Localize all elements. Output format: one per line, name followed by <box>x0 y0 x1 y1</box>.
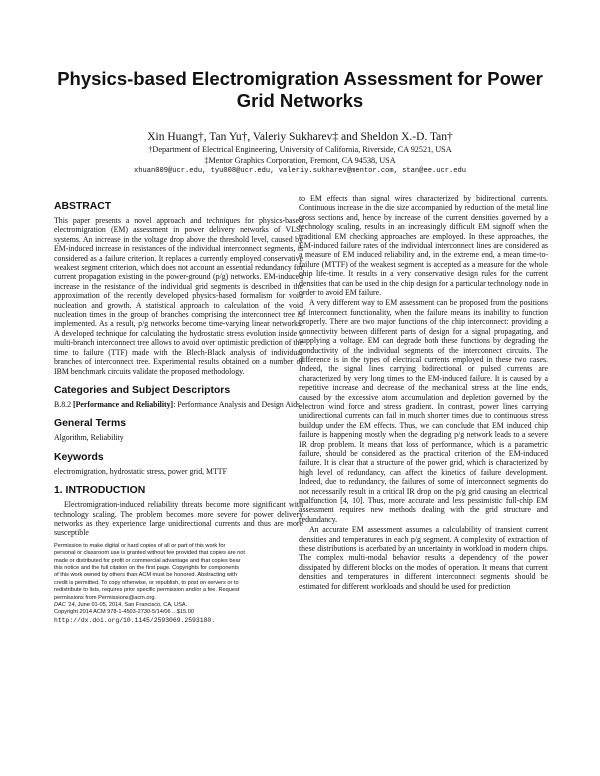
affiliation-mentor: ‡Mentor Graphics Corporation, Fremont, CA 94538, USA <box>204 155 396 165</box>
left-column <box>54 200 303 624</box>
category-bracket: [Performance and Reliability] <box>72 399 174 409</box>
abstract-text: This paper presents a novel approach and techniques for physics-based electromigration (EM) assessment in power delivery networks of VLSI systems. An increase in the voltage drop above the threshold level, caused by EM-induced increase in resistances of the individual interconnect segments, is considered as a failure criterion. It replaces a currently employed conservative weakest segment criterion, which does not account an essential redundancy for current propagation existing in the power-ground (p/g) networks. EM-induced increase in the resistance of the individual grid segments is described in the approximation of the recently developed physics-based formalism for void nucleation and growth. A statistical approach to calculation of the void nucleation times in the group of branches comprising the interconnect tree is implemented. As a result, p/g networks become time-varying linear networks. A developed technique for calculating the hydrostatic stress evolution inside a multi-branch interconnect tree allows to avoid over optimistic prediction of the time to failure (TTF) made with the Blech-Black analysis of individual branches of interconnect tree. Experimental results obtained on a number of IBM benchmark circuits validate the proposed methodology. <box>54 216 303 376</box>
introduction-heading: 1. INTRODUCTION <box>54 485 146 497</box>
conference-line <box>54 602 303 609</box>
introduction-paragraph: Electromigration-induced reliability threats become more significant with technology scaling. The problem becomes more severe for power delivery networks as they experience large unidirectional currents and thus are more susceptible <box>54 500 303 538</box>
categories-heading: Categories and Subject Descriptors <box>54 384 231 396</box>
general-terms-heading: General Terms <box>54 418 126 430</box>
permission-line: Permission to make digital or hard copies of all or part of this work for <box>54 542 226 549</box>
abstract-heading: ABSTRACT <box>54 201 112 212</box>
conference-details: , June 01-05, 2014, San Francisco, CA, USA. <box>74 602 188 608</box>
affiliation-ucr: †Department of Electrical Engineering, University of California, Riverside, CA 92521, USA <box>148 145 452 154</box>
conference-name: DAC '14 <box>54 602 75 608</box>
body-paragraph: An accurate EM assessment assumes a calculability of transient current densities and temperatures in each p/g segment. A complexity of extraction of these distributions is acerbated by an uncertainty in workload in modern chips. The complex multi-modal behavior results a dependency of the power dissipated by different blocks on the modes of operation. It means that current densities and temperatures in different interconnect segments should be estimated for different workloads and should be used for prediction <box>299 525 548 591</box>
category-rest: : Performance Analysis and Design Aids <box>173 399 301 409</box>
general-terms-text: Algorithm, Reliability <box>54 433 124 443</box>
permission-line: this notice and the full citation on the first page. Copyrights for components <box>54 564 240 571</box>
paper-title: Physics-based Electromigration Assessment for Power Grid Networks <box>57 68 543 111</box>
keywords-section <box>54 451 303 476</box>
permission-line: redistribute to lists, requires prior specific permission and/or a fee. Request <box>54 587 240 594</box>
abstract-section <box>54 200 303 376</box>
permission-line: of this work owned by others than ACM must be honored. Abstracting with <box>54 572 237 579</box>
permission-line: personal or classroom use is granted without fee provided that copies are not <box>54 550 245 557</box>
author-list: Xin Huang†, Tan Yu†, Valeriy Sukharev‡ and Sheldon X.-D. Tan† <box>147 131 453 143</box>
author-emails: xhuan009@ucr.edu, tyu008@ucr.edu, valeriy.sukharev@mentor.com, stan@ee.ucr.edu <box>133 167 467 175</box>
body-paragraph: A very different way to EM assessment can be proposed from the positions of interconnect functionality, when the failure means its inability to function properly. There are two major functions of the chip interconnect: providing a connectivity between different parts of design for a signal propagating, and supplying a voltage. EM can degrade both these functions by degrading the conductivity of the individual segments of the interconnect circuits. The difference is in the types of electrical currents employed in these two cases. Indeed, the signal lines carrying bidirectional or pulsed currents are characterized by very long times to the EM-induced failure. It is caused by a repetitive increase and decrease of the mechanical stress at the line ends, caused by the excessive atom accumulation and depletion governed by the electron wind force and stress gradient. In contrast, power lines carrying unidirectional currents can fail in much shorter times due to continuous stress buildup under the EM effects. Thus, we can conclude that EM induced chip failure is happening mostly when the degrading p/g network leads to a severe IR drop problem. It means that loss of performance, which is a parametric failure, should be considered as the practical criterion of the EM-induced failure. It is clear that a structure of the power grid, which is characterized by high level of redundancy, can affect the kinetics of failure development. Indeed, due to redundancy, the failures of some of interconnect segments do not necessarily result in a critical IR drop on the p/g grid causing an electrical malfunction [4, 10]. Thus, more accurate and less pessimistic full-chip EM assessment requires new methods dealing with the grid structure and redundancy. <box>299 298 548 524</box>
body-paragraph: to EM effects than signal wires characterized by bidirectional currents. Continuous increase in the die size accompanied by reduction of the metal line cross sections and, hence by increase of the current densities governed by a technology scaling, results in an increasingly difficult EM signoff when the traditional EM checking approaches are employed. In these approaches, the EM-induced failure rates of the individual interconnect lines are considered as a measure of EM induced reliability and, in the extreme end, a mean time-to-failure (MTTF) of the weakest segment is accepted as a measure for the whole chip life-time. It results in a very conservative design rules for the current densities that can be used in the chip design for a particular technology node in order to avoid EM failure. <box>299 194 548 298</box>
categories-text <box>54 400 303 409</box>
doi-link[interactable]: http://dx.doi.org/10.1145/2593069.2593180. <box>54 616 216 624</box>
permission-line: made or distributed for profit or commercial advantage and that copies bear <box>54 557 241 564</box>
categories-section <box>54 384 303 409</box>
keywords-text: electromigration, hydrostatic stress, power grid, MTTF <box>54 466 227 476</box>
right-column <box>299 194 548 591</box>
permission-line: credit is permitted. To copy otherwise, or republish, to post on servers or to <box>54 579 239 586</box>
general-terms-section <box>54 417 303 442</box>
copyright-line: Copyright 2014 ACM 978-1-4503-2730-5/14/06 ...$15.00 <box>54 609 194 616</box>
category-code: B.8.2 <box>54 399 73 409</box>
introduction-section <box>54 484 303 538</box>
permission-notice <box>54 543 303 624</box>
keywords-heading: Keywords <box>54 451 104 463</box>
permission-line: permissions from Permissions@acm.org. <box>54 594 157 601</box>
